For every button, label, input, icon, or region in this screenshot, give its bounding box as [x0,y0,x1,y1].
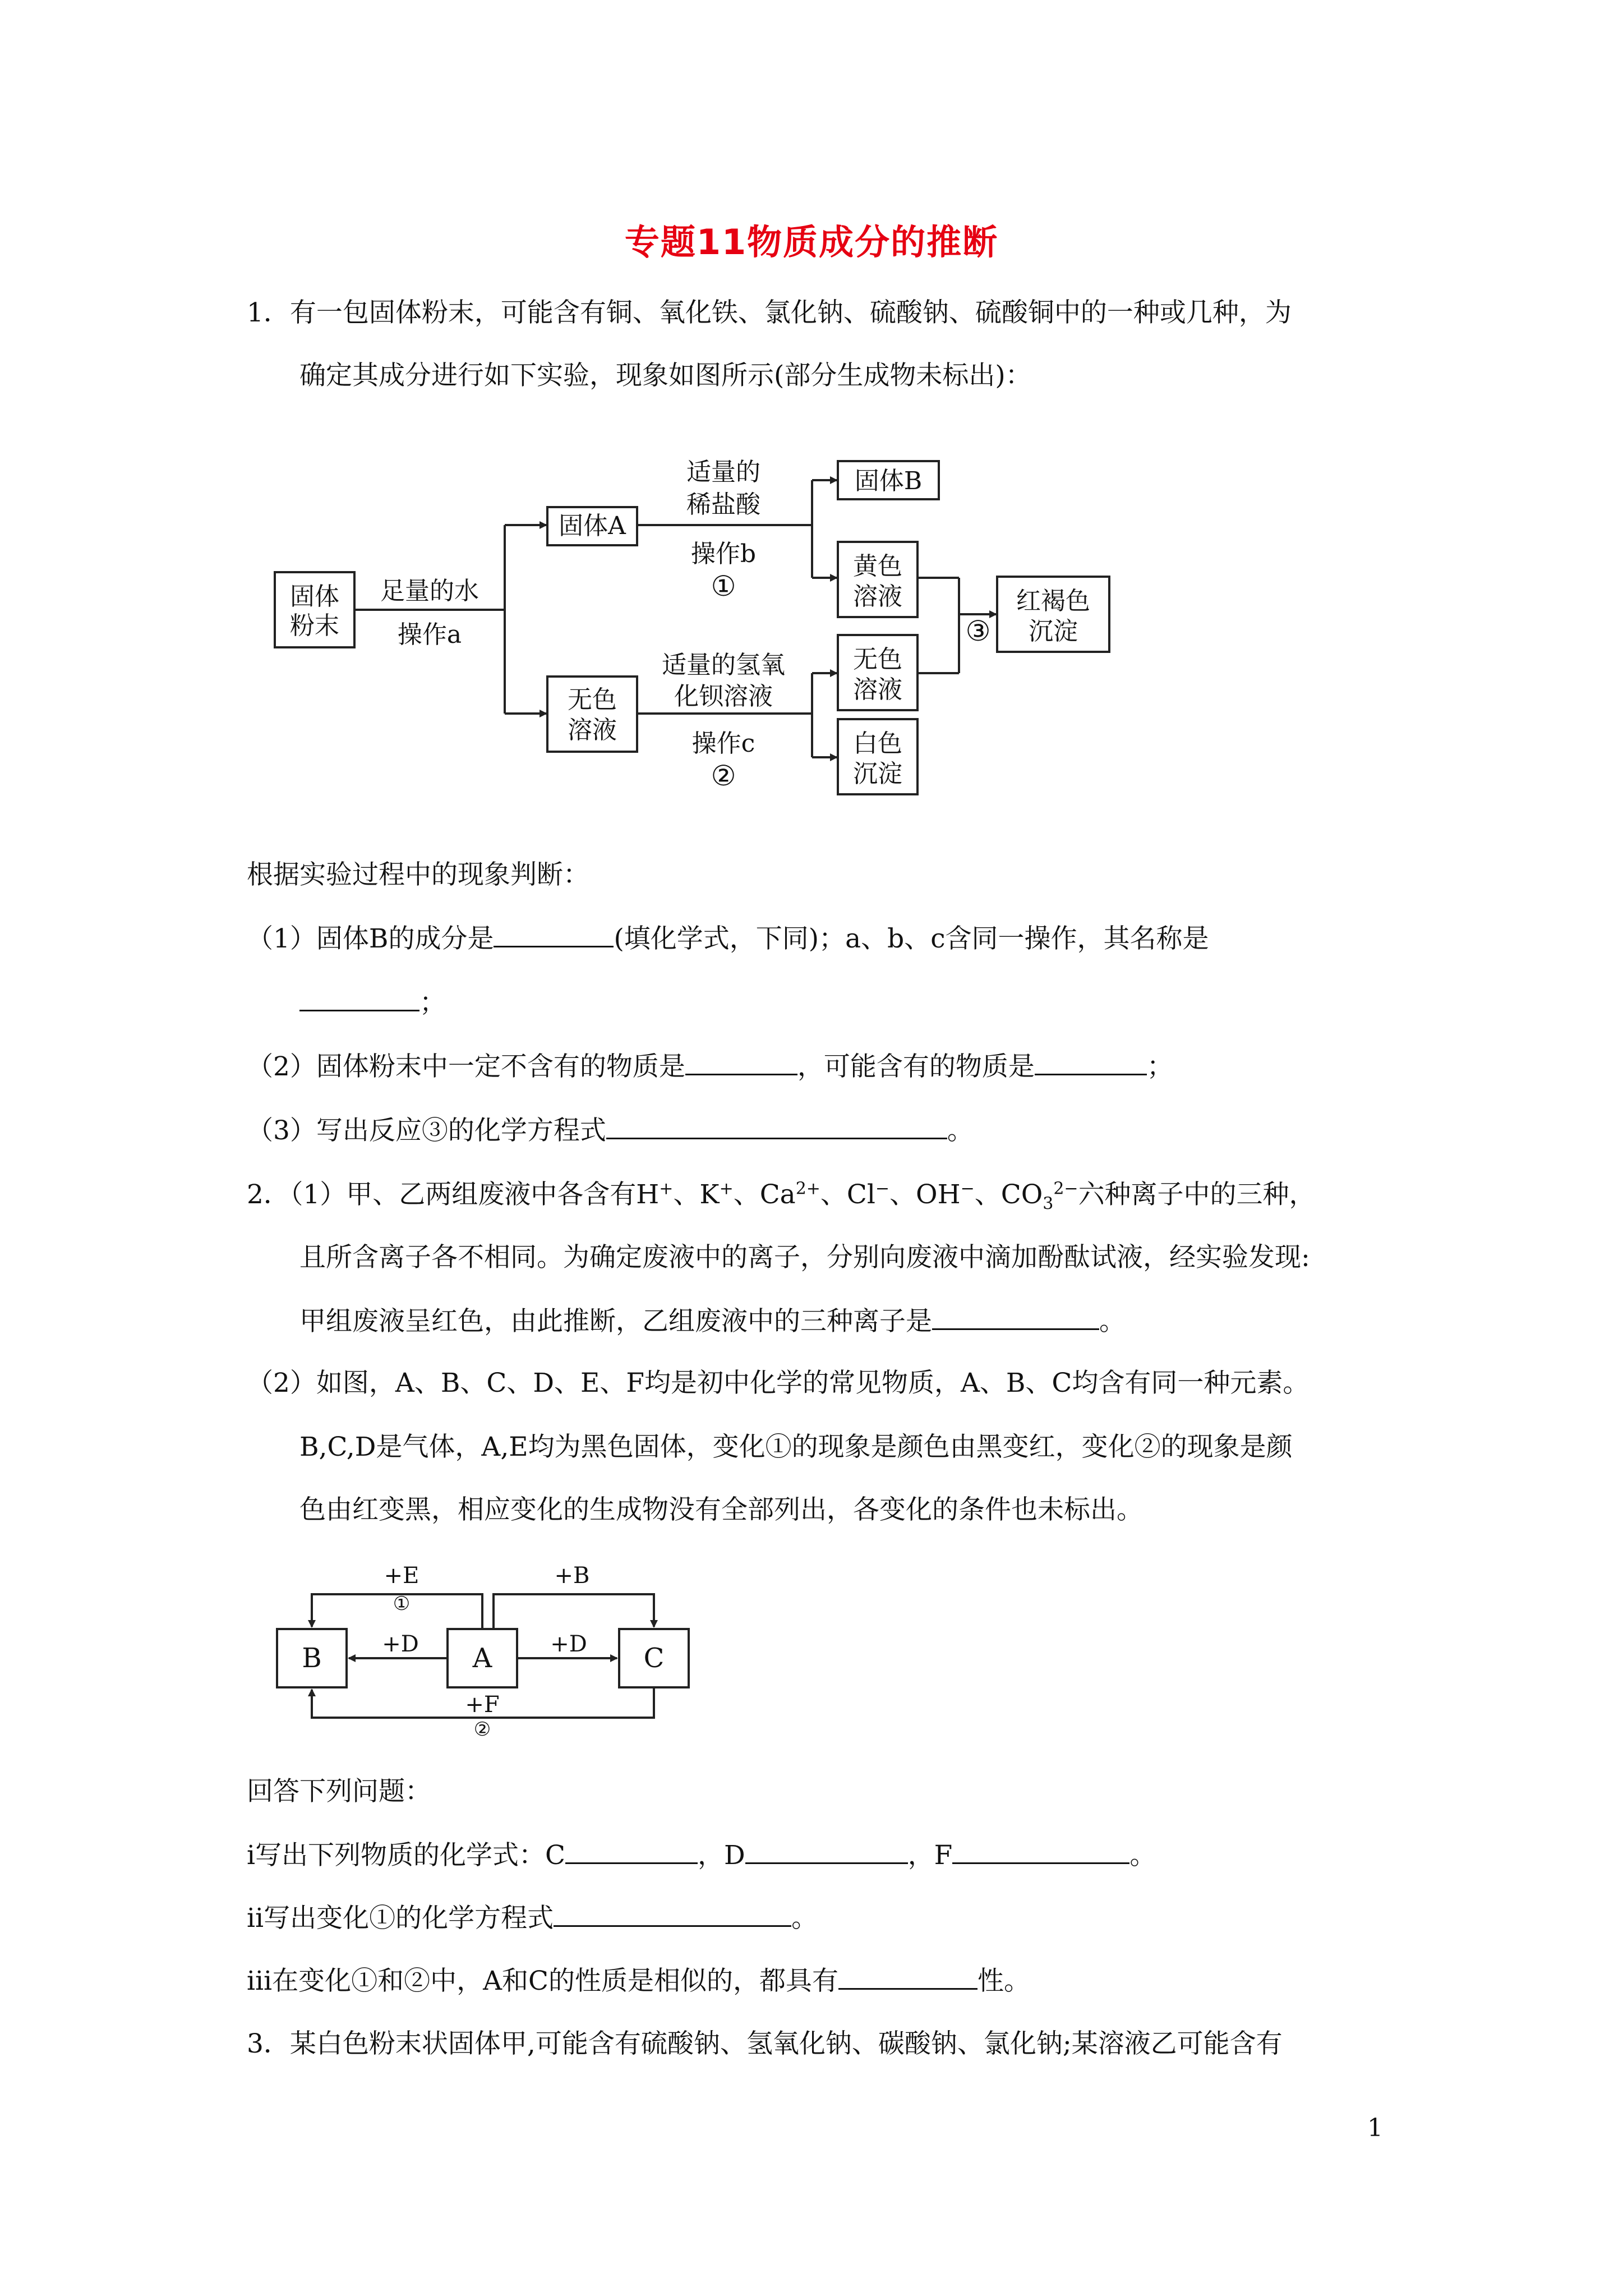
q2-i-c: ，F [907,1840,953,1871]
q2-p2-line1: （2）如图，A、B、C、D、E、F均是初中化学的常见物质，A、B、C均含有同一种元素。 [247,1368,1310,1398]
label-colorless-1: 无色 [568,685,617,714]
sup-two-minus: 2− [1053,1179,1078,1199]
q1-line2: 确定其成分进行如下实验，现象如图所示(部分生成物未标出)： [299,360,1032,391]
q2-i-d: 。 [1129,1840,1156,1871]
label-plus-d-right: +D [550,1631,587,1657]
sup-minus: − [960,1179,975,1199]
q2-l3-a: 甲组废液呈红色，由此推断，乙组废液中的三种离子是 [299,1306,932,1337]
answer-blank[interactable] [1035,1049,1147,1075]
sup-plus: + [659,1179,674,1199]
q1-p3-text-b: 。 [947,1115,974,1146]
q2-reaction-diagram [269,1554,718,1739]
label-op-b: 操作b [690,540,757,568]
q2-l1-c: 、Ca [733,1179,796,1210]
q2-p2-line3: 色由红变黑，相应变化的生成物没有全部列出，各变化的条件也未标出。 [299,1494,1143,1525]
label-plus-f: +F [465,1692,500,1718]
q2-l1-g: 六种离子中的三种， [1078,1179,1316,1210]
document-title: 专题11物质成分的推断 [624,222,999,263]
label-solid-b: 固体B [854,467,923,495]
label-mark-3: ③ [965,615,991,647]
q2-i-a: ⅰ写出下列物质的化学式：C [247,1840,565,1871]
q2-iii [247,1963,1030,1998]
sup-two-plus: 2+ [795,1179,820,1199]
q1-part2 [247,1049,1173,1084]
label-white-2: 沉淀 [853,760,902,788]
label-mark-1: ① [393,1593,411,1615]
q1-part1 [247,921,1209,956]
q2-ii-b: 。 [791,1903,818,1934]
answer-blank[interactable] [838,1963,978,1990]
label-colorless-2: 溶液 [568,716,617,744]
answer-blank[interactable] [606,1113,947,1139]
label-acid-2: 稀盐酸 [686,490,760,519]
q2-line1 [247,1178,1316,1212]
q2-i-b: ，D [698,1840,745,1871]
label-c: C [643,1642,665,1674]
q2-l1-d: 、Cl [820,1179,875,1210]
q1-p1-text-b: (填化学式，下同)；a、b、c含同一操作，其名称是 [614,923,1209,954]
q1-part3 [247,1113,974,1148]
q2-line2: 且所含离子各不相同。为确定废液中的离子，分别向废液中滴加酚酞试液，经实验发现: [299,1242,1310,1273]
q2-l1-e: 、OH [889,1179,961,1210]
label-b: B [302,1642,322,1674]
q2-iii-b: 性。 [978,1966,1030,1996]
label-yellow-2: 溶液 [853,582,902,611]
label-colorless2-1: 无色 [853,645,902,674]
q2-l1-a: 2．（1）甲、乙两组废液中各含有H [247,1179,660,1210]
q1-p2-text-b: ，可能含有的物质是 [797,1051,1035,1082]
label-start-1: 固体 [290,582,339,611]
label-colorless2-2: 溶液 [853,675,902,704]
q2-l1-b: 、K [673,1179,720,1210]
q2-iii-a: ⅲ在变化①和②中，A和C的性质是相似的，都具有 [247,1966,838,1996]
answer-blank[interactable] [745,1838,908,1864]
q1-judge: 根据实验过程中的现象判断： [247,859,589,890]
label-a: A [472,1642,492,1674]
q2-ii-a: ⅱ写出变化①的化学方程式 [247,1903,554,1934]
page-number: 1 [1367,2114,1383,2142]
q2-ii [247,1901,818,1935]
label-plus-e: +E [384,1563,419,1589]
sub-three: 3 [1043,1194,1054,1214]
q1-p2-text-c: ； [1146,1051,1173,1082]
label-plus-b: +B [554,1563,590,1589]
q2-p2-line2: B,C,D是气体，A,E均为黑色固体，变化①的现象是颜色由黑变红，变化②的现象是颜 [299,1432,1293,1462]
label-mark-1: ① [711,570,736,602]
label-yellow-1: 黄色 [853,552,902,581]
label-op-c: 操作c [691,729,755,758]
q2-i [247,1838,1156,1872]
label-baoh-2: 化钡溶液 [674,682,773,711]
label-op-a: 操作a [397,620,462,649]
label-baoh-1: 适量的氢氧 [662,651,785,679]
label-solid-a: 固体A [559,512,626,540]
label-mark-2: ② [473,1718,491,1739]
label-redbrown-2: 沉淀 [1029,617,1078,646]
answer-blank[interactable] [554,1901,791,1927]
q1-flow-diagram [269,438,1144,808]
q1-p1-text-c: ； [419,987,446,1018]
q3-line1: 3．某白色粉末状固体甲,可能含有硫酸钠、氢氧化钠、碳酸钠、氯化钠;某溶液乙可能含有 [247,2028,1283,2059]
answer-blank[interactable] [932,1304,1099,1330]
sup-minus: − [875,1179,890,1199]
label-acid-1: 适量的 [686,458,760,486]
label-water: 足量的水 [380,577,479,605]
label-white-1: 白色 [853,729,902,758]
q2-l3-b: 。 [1099,1306,1126,1337]
label-plus-d-left: +D [382,1631,419,1657]
answer-blank[interactable] [494,921,614,947]
q2-line3 [299,1304,1126,1338]
q1-part1-cont [299,985,446,1020]
q2-answer: 回答下列问题： [247,1776,431,1807]
answer-blank[interactable] [565,1838,698,1864]
answer-blank[interactable] [952,1838,1129,1864]
label-mark-2: ② [711,760,736,792]
q2-l1-f: 、CO [974,1179,1043,1210]
q1-p3-text-a: （3）写出反应③的化学方程式 [247,1115,606,1146]
q1-p2-text-a: （2）固体粉末中一定不含有的物质是 [247,1051,685,1082]
answer-blank[interactable] [299,985,419,1011]
q1-line1: 1．有一包固体粉末，可能含有铜、氧化铁、氯化钠、硫酸钠、硫酸铜中的一种或几种，为 [247,297,1292,328]
q1-p1-text-a: （1）固体B的成分是 [247,923,494,954]
sup-plus: + [719,1179,734,1199]
label-redbrown-1: 红褐色 [1016,587,1090,615]
answer-blank[interactable] [685,1049,797,1075]
label-start-2: 粉末 [290,611,339,640]
